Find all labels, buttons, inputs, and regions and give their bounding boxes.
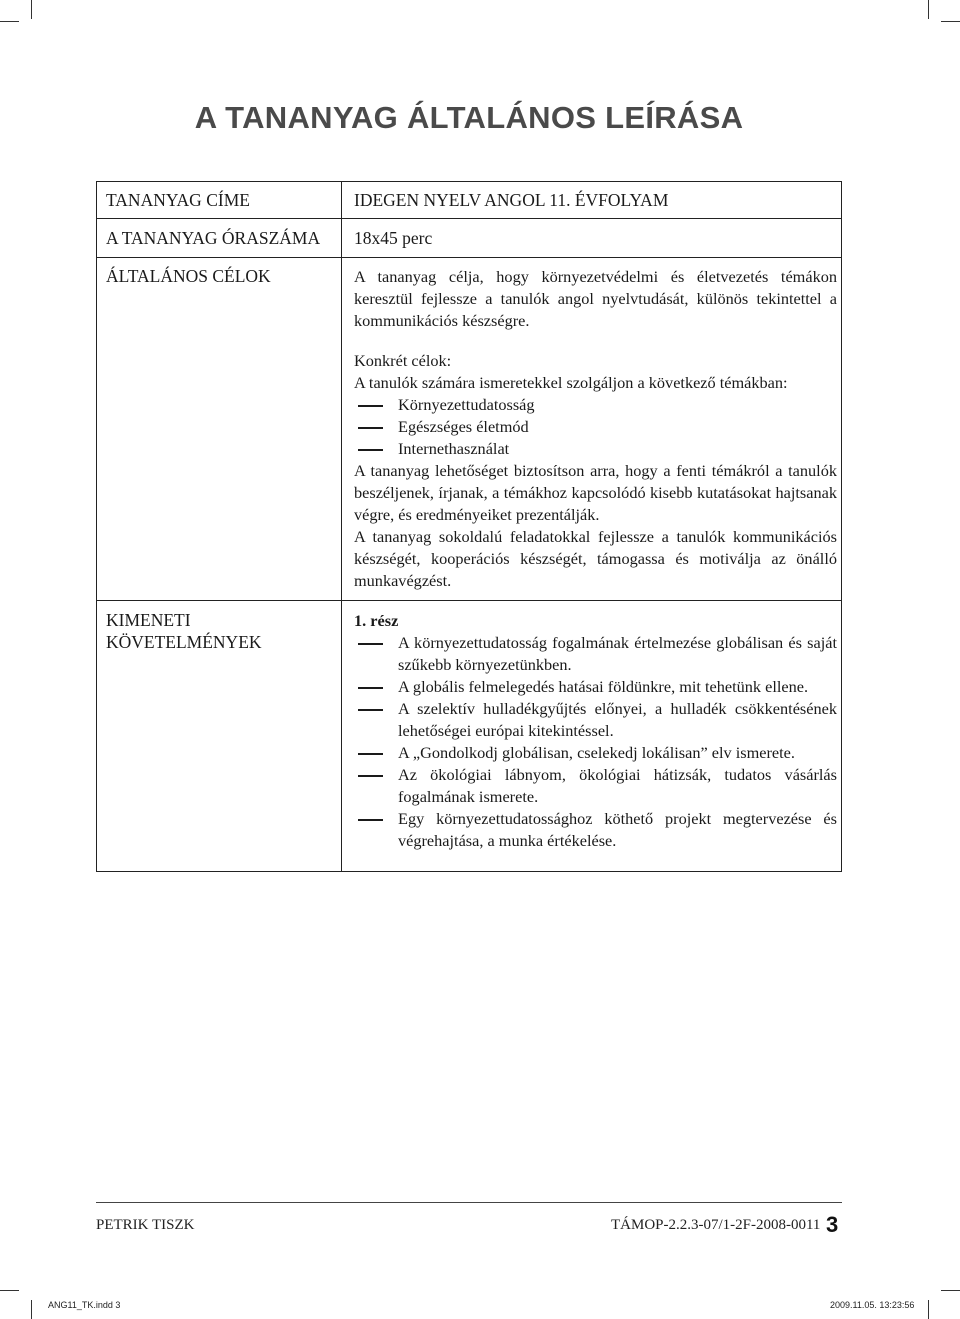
- label-tananyag-cime: TANANYAG CÍME: [106, 190, 250, 210]
- value-altalanos-celok: [354, 266, 837, 592]
- crop-mark: [31, 0, 32, 19]
- konkret-celok-heading: Konkrét célok:: [354, 351, 452, 370]
- crop-mark: [941, 1290, 960, 1291]
- requirement-item: A „Gondolkodj globálisan, cselekedj lokálisan” elv ismerete.: [354, 742, 837, 764]
- requirement-item: A szelektív hulladékgyűjtés előnyei, a hulladék csökkentésének lehetőségei európai kitekintéssel.: [354, 698, 837, 742]
- label-kimeneti-kovetelmenyek: [106, 609, 262, 653]
- label-line: KIMENETI: [106, 610, 191, 630]
- slug-filename: ANG11_TK.indd 3: [48, 1300, 121, 1310]
- requirement-item: A globális felmelegedés hatásai földünkre, mit tehetünk ellene.: [354, 676, 837, 698]
- celok-intro: A tananyag célja, hogy környezetvédelmi és életvezetés témákon keresztül fejlessze a tanulók angol nyelvtudását, különös tekintettel a kommunikációs készségre.: [354, 267, 837, 330]
- requirement-item: Az ökológiai lábnyom, ökológiai hátizsák, tudatos vásárlás fogalmának ismerete.: [354, 764, 837, 808]
- page-title: A TANANYAG ÁLTALÁNOS LEÍRÁSA: [194, 100, 744, 135]
- value-kimeneti-kovetelmenyek: [354, 610, 837, 852]
- value-tananyag-cime: IDEGEN NYELV ANGOL 11. ÉVFOLYAM: [354, 190, 669, 210]
- page-number: 3: [826, 1212, 839, 1237]
- celok-paragraph: A tananyag lehetőséget biztosítson arra, hogy a fenti témákról a tanulók beszéljenek, írjanak, a témákhoz kapcsolódó kisebb kutatásokat hajtsanak végre, és eredményeiket prezentálják.: [354, 461, 837, 524]
- label-line: KÖVETELMÉNYEK: [106, 632, 262, 652]
- crop-mark: [941, 21, 960, 22]
- celok-paragraph: A tananyag sokoldalú feladatokkal fejlessze a tanulók kommunikációs készségét, kooperációs készségét, támogassa és motiválja az önálló munkavégzést.: [354, 527, 837, 590]
- value-oraszam: 18x45 perc: [354, 228, 433, 248]
- topic-item: Internethasználat: [354, 438, 837, 460]
- footer-project-code: TÁMOP-2.2.3-07/1-2F-2008-0011: [611, 1217, 821, 1233]
- crop-mark: [0, 1290, 19, 1291]
- slug-timestamp: 2009.11.05. 13:23:56: [830, 1300, 915, 1310]
- topic-item: Környezettudatosság: [354, 394, 837, 416]
- row-divider: [97, 600, 841, 601]
- crop-mark: [928, 0, 929, 19]
- topic-item: Egészséges életmód: [354, 416, 837, 438]
- description-table: [96, 181, 842, 872]
- footer-rule: [96, 1202, 842, 1203]
- part-heading: 1. rész: [354, 611, 399, 630]
- crop-mark: [31, 1300, 32, 1319]
- konkret-celok-lead: A tanulók számára ismeretekkel szolgáljon a következő témákban:: [354, 373, 788, 392]
- row-divider: [97, 257, 841, 258]
- requirement-item: Egy környezettudatossághoz köthető projekt megtervezése és végrehajtása, a munka értékelése.: [354, 808, 837, 852]
- label-altalanos-celok: ÁLTALÁNOS CÉLOK: [106, 266, 271, 286]
- crop-mark: [0, 21, 19, 22]
- crop-mark: [928, 1300, 929, 1319]
- requirement-item: A környezettudatosság fogalmának értelmezése globálisan és saját szűkebb környezetünkben.: [354, 632, 837, 676]
- row-divider: [97, 218, 841, 219]
- column-divider: [341, 182, 342, 871]
- label-oraszam: A TANANYAG ÓRASZÁMA: [106, 228, 321, 248]
- footer-publisher: PETRIK TISZK: [96, 1217, 195, 1233]
